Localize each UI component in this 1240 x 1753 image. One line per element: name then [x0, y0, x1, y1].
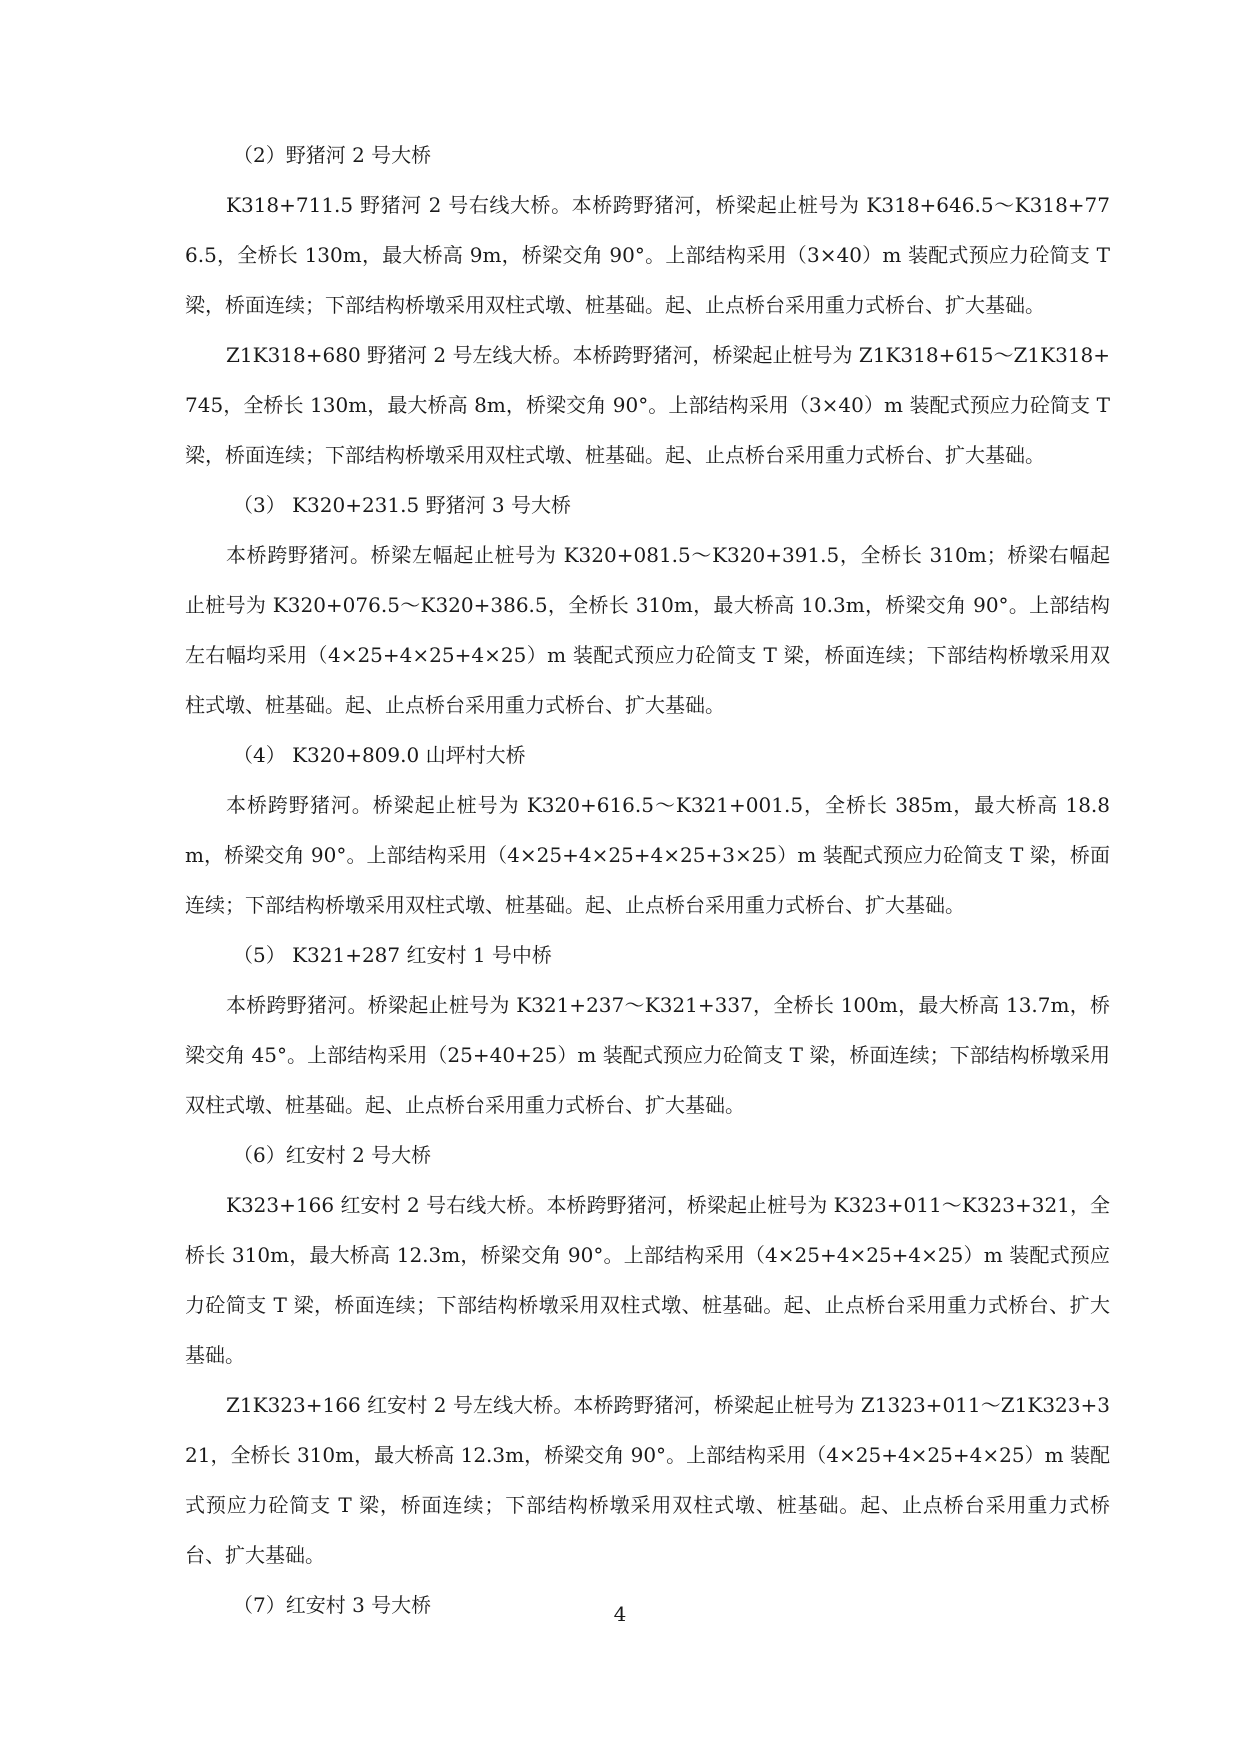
page-number: 4 [613, 1602, 627, 1626]
paragraph-right-bridge-2: K318+711.5 野猪河 2 号右线大桥。本桥跨野猪河，桥梁起止桩号为 K318+646.5～K318+776.5，全桥长 130m，最大桥高 9m，桥梁交角 90°。上部结构采用（3×40）m 装配式预应力砼简支 T 梁，桥面连续；下部结构桥墩采用双柱式墩、桩基础。起、止点桥台采用重力式桥台、扩大基础。 [185, 193, 1110, 317]
paragraph-left-bridge-2: Z1K318+680 野猪河 2 号左线大桥。本桥跨野猪河，桥梁起止桩号为 Z1K318+615～Z1K318+745，全桥长 130m，最大桥高 8m，桥梁交角 90°。上部结构采用（3×40）m 装配式预应力砼简支 T 梁，桥面连续；下部结构桥墩采用双柱式墩、桩基础。起、止点桥台采用重力式桥台、扩大基础。 [185, 343, 1110, 467]
section-heading-5: （5） K321+287 红安村 1 号中桥 [233, 943, 552, 967]
paragraph-bridge-4: 本桥跨野猪河。桥梁起止桩号为 K320+616.5～K321+001.5，全桥长 385m，最大桥高 18.8m，桥梁交角 90°。上部结构采用（4×25+4×25+4×25+3×25）m 装配式预应力砼简支 T 梁，桥面连续；下部结构桥墩采用双柱式墩、桩基础。起、止点桥台采用重力式桥台、扩大基础。 [185, 793, 1110, 917]
paragraph-bridge-3: 本桥跨野猪河。桥梁左幅起止桩号为 K320+081.5～K320+391.5，全桥长 310m；桥梁右幅起止桩号为 K320+076.5～K320+386.5，全桥长 310m，最大桥高 10.3m，桥梁交角 90°。上部结构左右幅均采用（4×25+4×25+4×25）m 装配式预应力砼简支 T 梁，桥面连续；下部结构桥墩采用双柱式墩、桩基础。起、止点桥台采用重力式桥台、扩大基础。 [185, 543, 1110, 717]
paragraph-left-bridge-6: Z1K323+166 红安村 2 号左线大桥。本桥跨野猪河，桥梁起止桩号为 Z1323+011～Z1K323+321，全桥长 310m，最大桥高 12.3m，桥梁交角 90°。上部结构采用（4×25+4×25+4×25）m 装配式预应力砼简支 T 梁，桥面连续；下部结构桥墩采用双柱式墩、桩基础。起、止点桥台采用重力式桥台、扩大基础。 [185, 1393, 1110, 1567]
section-heading-2: （2）野猪河 2 号大桥 [233, 143, 432, 167]
section-heading-3: （3） K320+231.5 野猪河 3 号大桥 [233, 493, 572, 517]
section-heading-7: （7）红安村 3 号大桥 [233, 1593, 432, 1617]
paragraph-right-bridge-6: K323+166 红安村 2 号右线大桥。本桥跨野猪河，桥梁起止桩号为 K323+011～K323+321，全桥长 310m，最大桥高 12.3m，桥梁交角 90°。上部结构采用（4×25+4×25+4×25）m 装配式预应力砼简支 T 梁，桥面连续；下部结构桥墩采用双柱式墩、桩基础。起、止点桥台采用重力式桥台、扩大基础。 [185, 1193, 1110, 1367]
section-heading-6: （6）红安村 2 号大桥 [233, 1143, 432, 1167]
paragraph-bridge-5: 本桥跨野猪河。桥梁起止桩号为 K321+237～K321+337，全桥长 100m，最大桥高 13.7m，桥梁交角 45°。上部结构采用（25+40+25）m 装配式预应力砼简支 T 梁，桥面连续；下部结构桥墩采用双柱式墩、桩基础。起、止点桥台采用重力式桥台、扩大基础。 [185, 993, 1110, 1117]
document-body [185, 130, 1110, 1630]
section-heading-4: （4） K320+809.0 山坪村大桥 [233, 743, 526, 767]
